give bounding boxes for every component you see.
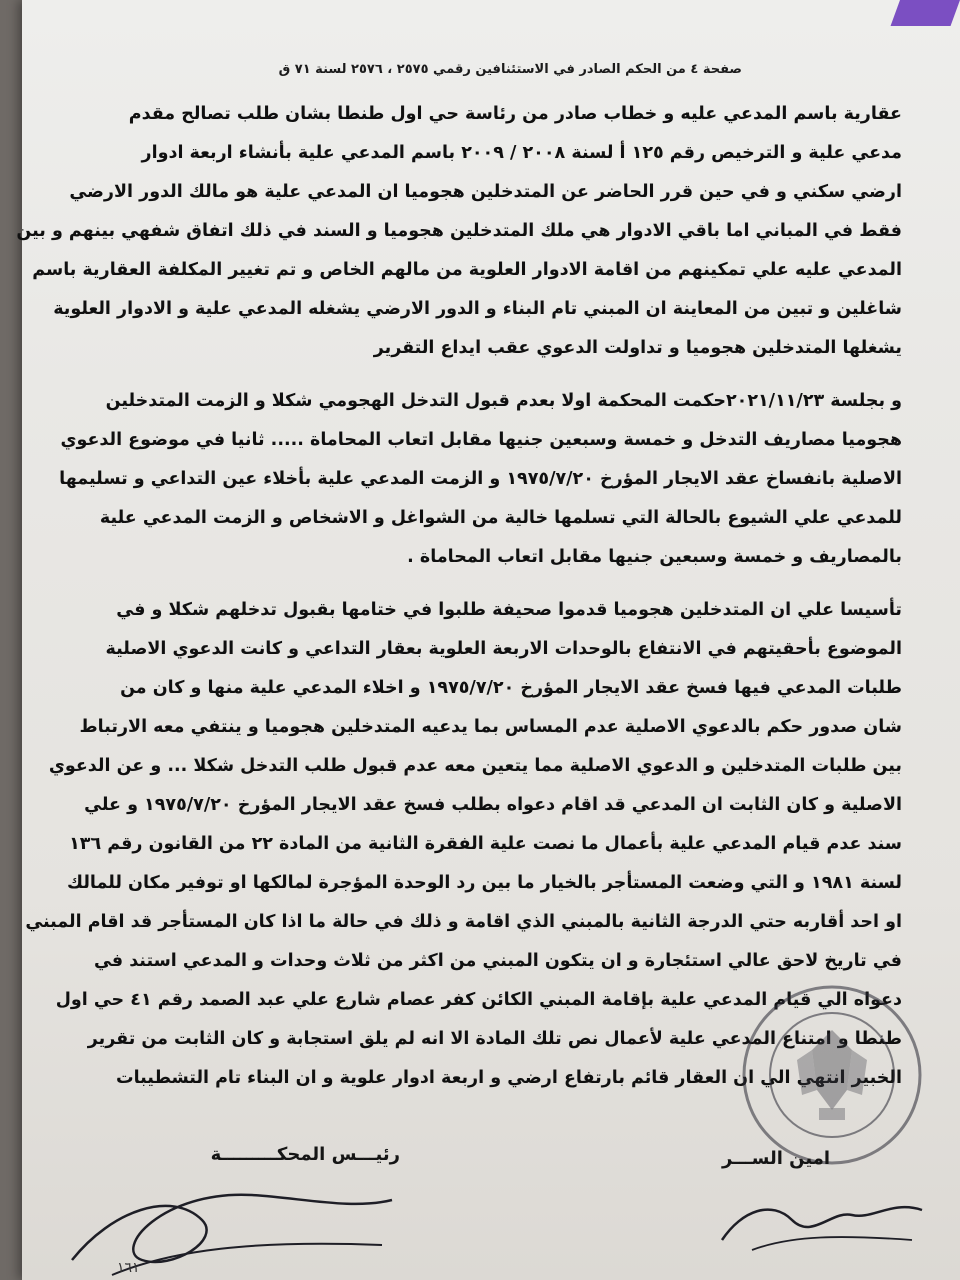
purple-corner [891,0,960,26]
court-president-label: رئيـــس المحكـــــــــة [210,1144,400,1165]
text-line: في تاريخ لاحق عالي استئجارة و ان يتكون المبني من اكثر من ثلاث وحدات و المدعي استند في [93,951,902,971]
text-line: طنطا و امتناع المدعي علية لأعمال نص تلك المادة الا انه لم يلق استجابة و كان الثابت من تقرير [87,1029,902,1049]
text-line: سند عدم قيام المدعي علية بأعمال ما نصت علية الفقرة الثانية من المادة ٢٢ من القانون رقم ١٣٦ [69,834,902,854]
text-line: الاصلية و كان الثابت ان المدعي قد اقام دعواه بطلب فسخ عقد الايجار المؤرخ ١٩٧٥/٧/٢٠ و علي [84,795,902,815]
text-line: او احد أقاربه حتي الدرجة الثانية بالمبني الذي اقامة و ذلك في حالة ما اذا كان المستأجر قد اقام المبني [25,912,902,932]
text-line: عقارية باسم المدعي عليه و خطاب صادر من رئاسة حي اول طنطا بشان طلب تصالح مقدم [128,104,902,124]
text-line: هجوميا مصاريف التدخل و خمسة وسبعين جنيها مقابل اتعاب المحاماة ..... ثانيا في موضوع الدعوي [60,430,902,450]
text-line: بين طلبات المتدخلين و الدعوي الاصلية مما يتعين معه عدم قبول طلب التدخل شكلا ... و عن الدعوي [48,756,902,776]
document-page [16,0,960,1280]
text-line: شاغلين و تبين من المعاينة ان المبني تام البناء و الدور الارضي يشغله المدعي علية و الادوار العلوية [53,299,902,319]
clerk-signature [712,1180,942,1260]
text-line: لسنة ١٩٨١ و التي وضعت المستأجر بالخيار ما بين رد الوحدة المؤجرة لمالكها او توفير مكان للمالك [67,873,902,893]
page-header: صفحة ٤ من الحكم الصادر في الاستئنافين رقمي ٢٥٧٥ ، ٢٥٧٦ لسنة ٧١ ق [278,62,742,77]
text-line: طلبات المدعي فيها فسخ عقد الايجار المؤرخ ١٩٧٥/٧/٢٠ و اخلاء المدعي علية منها و كان من [120,678,902,698]
text-line: الموضوع بأحقيتهم في الانتفاع بالوحدات الاربعة العلوية بعقار التداعي و كانت الدعوي الاصلية [105,639,902,659]
text-line: يشغلها المتدخلين هجوميا و تداولت الدعوي عقب ايداع التقرير [373,338,902,358]
text-line: الخبير انتهي الي ان العقار قائم بارتفاع ارضي و اربعة ادوار علوية و ان البناء تام التشطيبات [116,1068,902,1088]
president-signature [52,1150,412,1280]
text-line: دعواه الي قيام المدعي علية بإقامة المبني الكائن كفر عصام شارع علي عبد الصمد رقم ٤١ حي اول [55,990,902,1010]
court-clerk-label: امين الســـر [722,1148,831,1169]
text-line: المدعي عليه علي تمكينهم من اقامة الادوار العلوية من مالهم الخاص و تم تغيير المكلفة العقارية باسم [32,260,902,280]
text-line: شان صدور حكم بالدعوي الاصلية عدم المساس بما يدعيه المتدخلين هجوميا و ينتفي معه الارتباط [79,717,902,737]
text-line: فقط في المباني اما باقي الادوار هي ملك المتدخلين هجوميا و السند في ذلك اتفاق شفهي بينهم و بين [16,221,902,241]
text-line: بالمصاريف و خمسة وسبعين جنيها مقابل اتعاب المحاماة . [407,547,902,567]
text-line: ارضي سكني و في حين قرر الحاضر عن المتدخلين هجوميا ان المدعي علية هو مالك الدور الارضي [69,182,902,202]
text-line: تأسيسا علي ان المتدخلين هجوميا قدموا صحيفة طلبوا في ختامها بقبول تدخلهم شكلا و في [116,600,902,620]
text-line: للمدعي علي الشيوع بالحالة التي تسلمها خالية من الشواغل و الاشخاص و الزمت المدعي علية [99,508,902,528]
text-line: و بجلسة ٢٠٢١/١١/٢٣حكمت المحكمة اولا بعدم قبول التدخل الهجومي شكلا و الزمت المتدخلين [105,391,902,411]
paragraph-facts [16,95,902,368]
text-line: مدعي علية و الترخيص رقم ١٢٥ أ لسنة ٢٠٠٨ / ٢٠٠٩ باسم المدعي علية بأنشاء اربعة ادوار [141,143,902,163]
page-number: ١٦١ [117,1260,140,1276]
signature-block [22,1140,960,1280]
text-line: الاصلية بانفساخ عقد الايجار المؤرخ ١٩٧٥/٧/٢٠ و الزمت المدعي علية بأخلاء عين التداعي و تسليمها [59,469,902,489]
judgment-body [16,95,902,1098]
paragraph-ruling [59,382,902,577]
